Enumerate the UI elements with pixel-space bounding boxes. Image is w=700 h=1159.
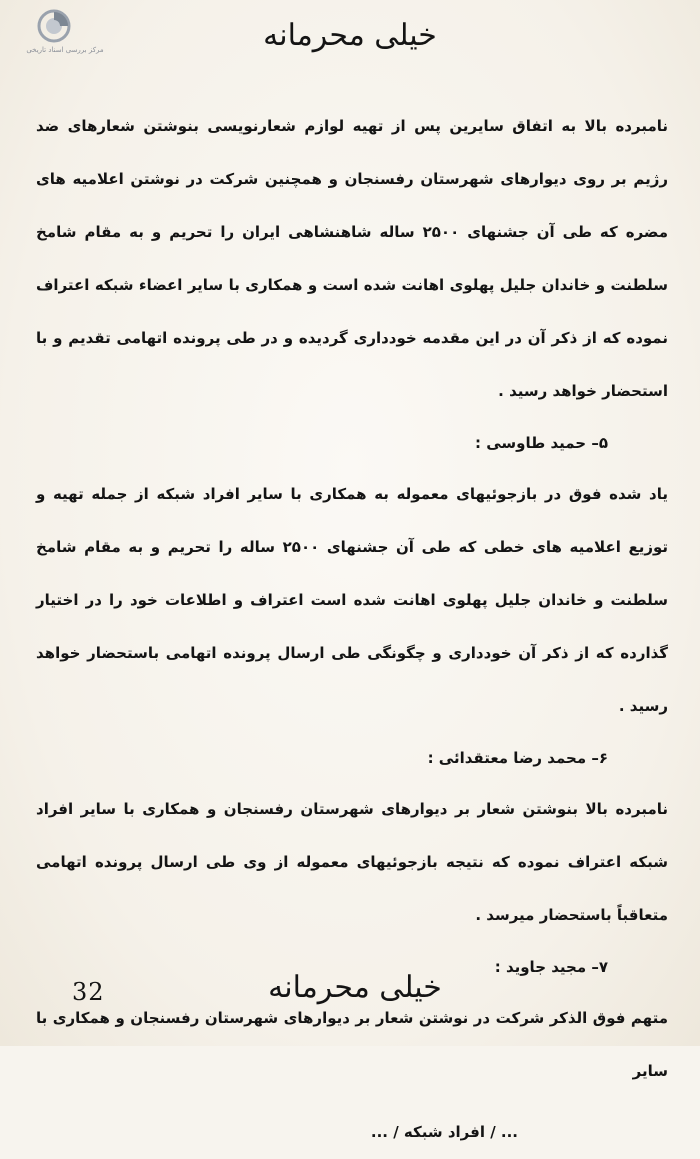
classification-footer: خیلی محرمانه	[268, 970, 442, 1005]
page-number: 32	[72, 978, 105, 1006]
item-6-heading: ۶– محمد رضا معتقدائی :	[427, 749, 608, 767]
paragraph-3: نامبرده بالا بنوشتن شعار بر دیوارهای شهرستان رفسنجان و همکاری با سایر افراد شبکه اعتراف نموده که نتیجه بازجوئیهای معموله از وی طی ارسال پرونده اتهامی متعاقباً باستحضار میرسد .	[36, 800, 668, 924]
item-7-heading: ۷– مجید جاوید :	[494, 958, 608, 976]
classification-header: خیلی محرمانه	[263, 18, 437, 53]
paragraph-4-closing: ... / افراد شبکه / ...	[370, 1123, 518, 1141]
paragraph-1: نامبرده بالا به اتفاق سایرین پس از تهیه لوازم شعارنویسی بنوشتن شعارهای ضد رژیم بر روی دیوارهای شهرستان رفسنجان و همچنین شرکت در نوشتن اعلامیه های مضره که طی آن جشنهای ۲۵۰۰ ساله شاهنشاهی ایران را تحریم و به مقام شامخ سلطنت و خاندان جلیل پهلوی اهانت شده است و همکاری با سایر اعضاء شبکه اعتراف نموده که از ذکر آن در این مقدمه خودداری گردیده و در طی پرونده اتهامی تقدیم و با استحضار خواهد رسید .	[36, 117, 668, 400]
paragraph-2: یاد شده فوق در بازجوئیهای معموله به همکاری با سایر افراد شبکه از جمله تهیه و توزیع اعلامیه های خطی که طی آن جشنهای ۲۵۰۰ ساله را تحریم و به مقام شامخ سلطنت و خاندان جلیل پهلوی اهانت شده است اعتراف و اطلاعات خود را در اختیار گذارده که از ذکر آن خودداری و چگونگی طی ارسال پرونده اتهامی باستحضار خواهد رسید .	[36, 485, 669, 715]
archive-emblem-icon	[36, 8, 76, 44]
archive-logo-caption: مرکز بررسی اسناد تاریخی	[26, 46, 104, 54]
paragraph-4: متهم فوق الذکر شرکت در نوشتن شعار بر دیوارهای شهرستان رفسنجان و همکاری با سایر	[36, 1009, 668, 1080]
item-5-heading: ۵– حمید طاوسی :	[475, 434, 608, 452]
page-footer	[0, 970, 700, 1020]
archive-logo	[10, 8, 120, 58]
